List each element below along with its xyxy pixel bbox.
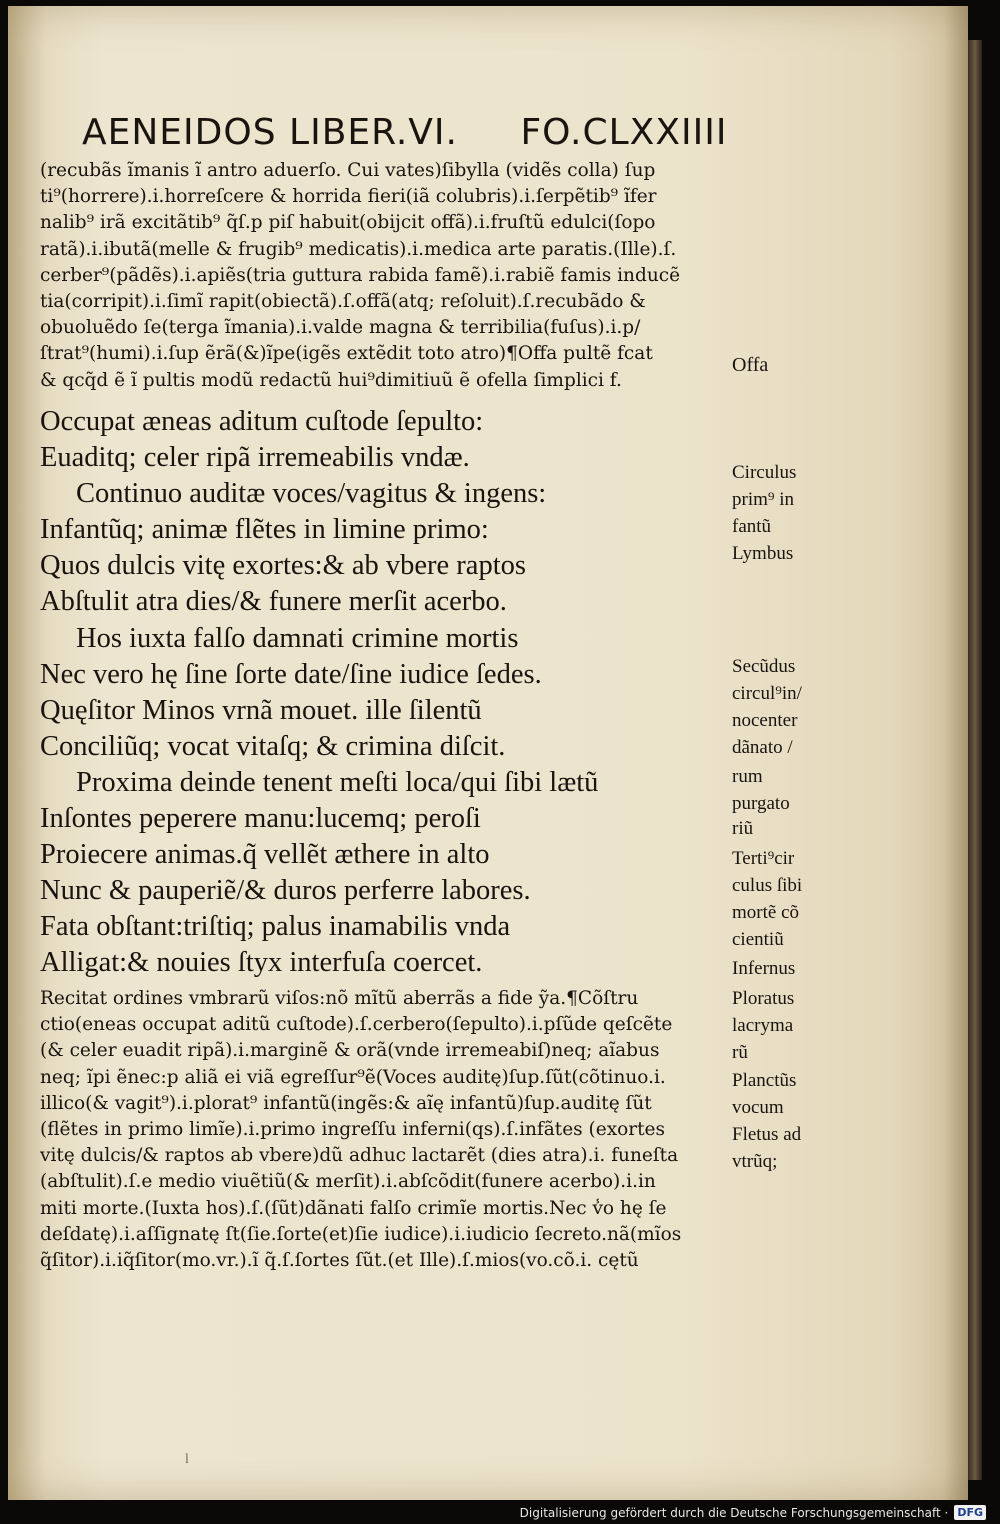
margin-note: fantũ [732, 516, 772, 537]
gloss-line: (& celer euadit ripã).i.marginẽ & orã(vnde irremeabiſ)neq; aĩabus [40, 1040, 660, 1062]
gloss-line: deſdatę).i.aſſignatę ſt(ſie.ſorte(et)ſie iudice).i.iudicio ſecreto.nã(mĩos [40, 1223, 682, 1245]
gloss-line: ctio(eneas occupat aditũ cuſtode).ſ.cerbero(ſepulto).i.pſũde qeſcẽte [40, 1014, 673, 1036]
verse-line: Inſontes peperere manu:lucemq; peroſi [40, 803, 481, 835]
verse-line: Proiecere animas.q̃ vellẽt æthere in alto [40, 839, 490, 871]
margin-note: mortẽ cõ [732, 902, 800, 923]
commentary-top [40, 158, 740, 394]
gloss-line: ratã).i.ibutã(melle & frugib⁹ medicatis).i.medica arte paratis.(Ille).ſ. [40, 238, 677, 260]
gloss-line: Recitat ordines vmbrarũ viſos:nõ mĩtũ aberrãs a fide ỹa.¶Cõſtru [40, 988, 639, 1009]
verse-line: Quos dulcis vitę exortes:& ab vbere raptos [40, 550, 526, 582]
verse-line: Conciliũq; vocat vitaſq; & crimina diſcit. [40, 730, 506, 762]
margin-note: vtrũq; [732, 1151, 778, 1172]
margin-note: Fletus ad [732, 1124, 802, 1145]
verse-line: Nunc & pauperiẽ/& duros perferre labores. [40, 875, 531, 907]
header-title: AENEIDOS LIBER.VI. [82, 112, 458, 153]
gloss-line: ſtrat⁹(humi).i.ſup ẽrã(&)ĩpe(igẽs extẽdit toto atro)¶Offa pultẽ fcat [40, 343, 653, 365]
digitization-footer [520, 1505, 986, 1520]
gloss-line: illico(& vagit⁹).i.plorat⁹ infantũ(ingẽs:& aĩę infantũ)ſup.auditę ſũt [40, 1092, 652, 1114]
gloss-line: neq; ĩpi ẽnec:p aliã ei viã egreſſur⁹ẽ(Voces auditę)ſup.ſũt(cõtinuo.i. [40, 1066, 666, 1088]
gloss-line: (recubãs ĩmanis ĩ antro aduerſo. Cui vates)ſibylla (vidẽs colla) ſup [40, 160, 656, 181]
gloss-line: q̃ſitor).i.iq̃ſitor(mo.vr.).ĩ q̃.ſ.ſortes ſũt.(et Ille).ſ.mios(vo.cõ.i. cętũ [40, 1250, 639, 1272]
margin-note: circul⁹in/ [732, 683, 802, 704]
margin-note: Offa [732, 354, 769, 376]
folio-number: FO.CLXXIIII [520, 112, 728, 153]
verse-line: Quęſitor Minos vrnã mouet. ille ſilentũ [40, 694, 482, 726]
gloss-line: ti⁹(horrere).i.horreſcere & horrida fieri(iã colubris).i.ſerpẽtib⁹ ĩfer [40, 186, 657, 208]
verse-block [40, 404, 740, 982]
verse-line: Infantũq; animæ flẽtes in limine primo: [40, 514, 489, 546]
verse-line: Occupat æneas aditum cuſtode ſepulto: [40, 406, 484, 437]
commentary-bottom [40, 986, 740, 1274]
margin-note: Circulus [732, 462, 797, 483]
margin-note: cientiũ [732, 929, 784, 950]
verse-line: Fata obſtant:triſtiq; palus inamabilis vnda [40, 911, 511, 943]
verse-line: Nec vero hę ſine ſorte date/ſine iudice ſedes. [40, 658, 542, 690]
margin-note: culus ſibi [732, 875, 803, 896]
margin-note: rum [732, 766, 763, 787]
page-edge [968, 40, 982, 1480]
margin-note: purgato [732, 793, 790, 814]
stray-ink-mark: l [185, 1452, 189, 1467]
gloss-line: cerber⁹(pãdẽs).i.apiẽs(tria guttura rabida famẽ).i.rabiẽ famis inducẽ [40, 264, 681, 286]
margin-note: vocum [732, 1097, 784, 1118]
margin-note: prim⁹ in [732, 489, 795, 510]
gloss-line: obuoluẽdo ſe(terga ĩmania).i.valde magna & terribilia(fuſus).i.p/ [40, 317, 641, 339]
gloss-line: miti morte.(Iuxta hos).ſ.(ſũt)dãnati falſo crimĩe mortis.Nec v̾o hę ſe [40, 1197, 667, 1219]
gloss-line: vitę dulcis/& raptos ab vbere)dũ adhuc lactarẽt (dies atra).i. funeſta [40, 1145, 679, 1167]
margin-note: Secũdus [732, 656, 796, 677]
margin-note: lacryma [732, 1015, 794, 1036]
margin-note: riũ [732, 818, 754, 839]
verse-line: Euaditq; celer ripã irremeabilis vndæ. [40, 442, 470, 474]
gloss-line: (flẽtes in primo limĩe).i.primo ingreſſu inferni(qs).ſ.infãtes (exortes [40, 1119, 665, 1141]
verse-line: Continuo auditæ voces/vagitus & ingens: [76, 478, 547, 510]
margin-note: Ploratus [732, 988, 795, 1009]
dfg-logo: DFG [954, 1505, 986, 1520]
verse-line: Alligat:& nouies ſtyx interfuſa coercet. [40, 947, 483, 979]
margin-note: Infernus [732, 958, 796, 979]
gloss-line: nalib⁹ irã excitãtib⁹ q̃ſ.p piſ habuit(obijcit offã).i.fruſtũ edulci(ſopo [40, 212, 656, 234]
footer-credit: Digitalisierung gefördert durch die Deutsche Forschungsgemeinschaft · [519, 1505, 949, 1520]
margin-note: dãnato / [732, 737, 793, 758]
verse-line: Abſtulit atra dies/& funere merſit acerbo. [40, 586, 507, 618]
margin-note: rũ [732, 1042, 748, 1063]
running-header [82, 112, 727, 153]
gloss-line: tia(corripit).i.ſimĩ rapit(obiectã).ſ.offã(atq; reſoluit).ſ.recubãdo & [40, 291, 646, 313]
margin-note: nocenter [732, 710, 798, 731]
margin-note: Terti⁹cir [732, 848, 795, 869]
verse-line: Proxima deinde tenent meſti loca/qui ſibi lætũ [76, 766, 599, 798]
margin-note: Lymbus [732, 543, 794, 564]
verse-line: Hos iuxta falſo damnati crimine mortis [76, 622, 519, 654]
gloss-line: & qcq̃d ẽ ĩ pultis modũ redactũ hui⁹dimitiuũ ẽ ofella ſimplici f. [40, 369, 622, 391]
margin-note: Planctũs [732, 1070, 797, 1091]
gloss-line: (abſtulit).ſ.e medio viuẽtiũ(& merſit).i.abſcõdit(funere acerbo).i.in [40, 1171, 656, 1193]
